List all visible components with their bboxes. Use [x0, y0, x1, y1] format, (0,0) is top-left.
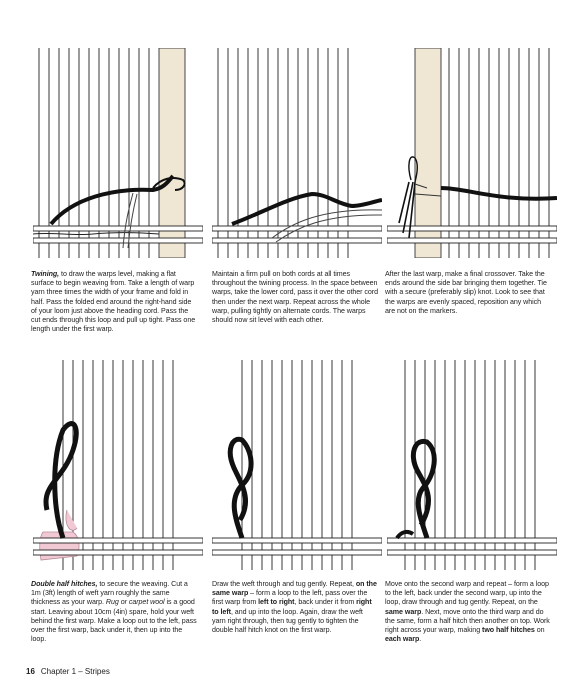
step-1-caption: Twining, to draw the warps level, making a flat surface to begin weaving from. Take a length of warp yarn three times the width of your frame and fold in half. Pass the folded end around the right-hand side of your loom just above the heading cord. Pass the cut ends through this loop and pull up tight. Pass one length under the first warp.: [31, 270, 196, 334]
emphasis-run: Twining,: [31, 270, 60, 278]
page-footer: [26, 667, 110, 676]
emphasis-run: two half hitches: [482, 626, 535, 635]
half-hitch-second-warp-drawing: [387, 360, 557, 570]
step-5-caption: Draw the weft through and tug gently. Repeat, on the same warp – form a loop to the left, pass over the first warp from left to right, back under it from right to left, and up into the loop. Again, draw the weft yarn right through, then tug gently to tighten the double half hitch knot on the first warp.: [212, 580, 377, 635]
half-hitch-loop-drawing: [33, 360, 203, 570]
twining-progress-drawing: [212, 48, 382, 258]
twining-start-illustration: [33, 48, 203, 258]
emphasis-run: on the same warp: [212, 580, 377, 598]
half-hitch-tighten-illustration: [212, 360, 382, 570]
twining-start-drawing: [33, 48, 203, 258]
emphasis-run: Double half hitches,: [31, 580, 98, 588]
half-hitch-loop-illustration: [33, 360, 203, 570]
twining-tie-off-drawing: [387, 48, 557, 258]
emphasis-run: right to left: [212, 598, 372, 616]
twining-tie-off-illustration: [387, 48, 557, 258]
half-hitch-second-warp-illustration: [387, 360, 557, 570]
page-number: 16: [26, 667, 35, 676]
emphasis-run: each warp: [385, 635, 420, 644]
emphasis-run: same warp: [385, 607, 422, 616]
step-4-caption: Double half hitches, to secure the weaving. Cut a 1m (3ft) length of weft yarn roughly the same thickness as your warp. Rug or carpet wool is a good start. Leaving about 10cm (4in) spare, hold your weft behind the first warp. Make a loop out to the left, pass over the first warp, back under it, then up into the loop.: [31, 580, 197, 644]
half-hitch-tighten-drawing: [212, 360, 382, 570]
step-3-caption: After the last warp, make a final crossover. Take the ends around the side bar bringing them together. Tie with a secure (preferably slip) knot. Look to see that the warps are evenly spaced, reposition any which are not on the markers.: [385, 270, 547, 315]
emphasis-run: Rug or carpet wool: [105, 598, 165, 607]
twining-progress-illustration: [212, 48, 382, 258]
step-2-caption: Maintain a firm pull on both cords at all times throughout the twining process. In the space between warps, take the lower cord, pass it over the other cord then under the next warp. Repeat across the whole warp, pulling tightly on alternate cords. The warps should now sit level with each other.: [212, 270, 379, 325]
emphasis-run: left to right: [258, 598, 295, 607]
chapter-title: Chapter 1 – Stripes: [40, 667, 110, 676]
step-6-caption: Move onto the second warp and repeat – form a loop to the left, back under the second warp, up into the loop, draw through and tug gently. Repeat, on the same warp. Next, move onto the third warp and do the same, form a half hitch then another on top. Work right across your warp, making two half hitches on each warp.: [385, 580, 550, 644]
